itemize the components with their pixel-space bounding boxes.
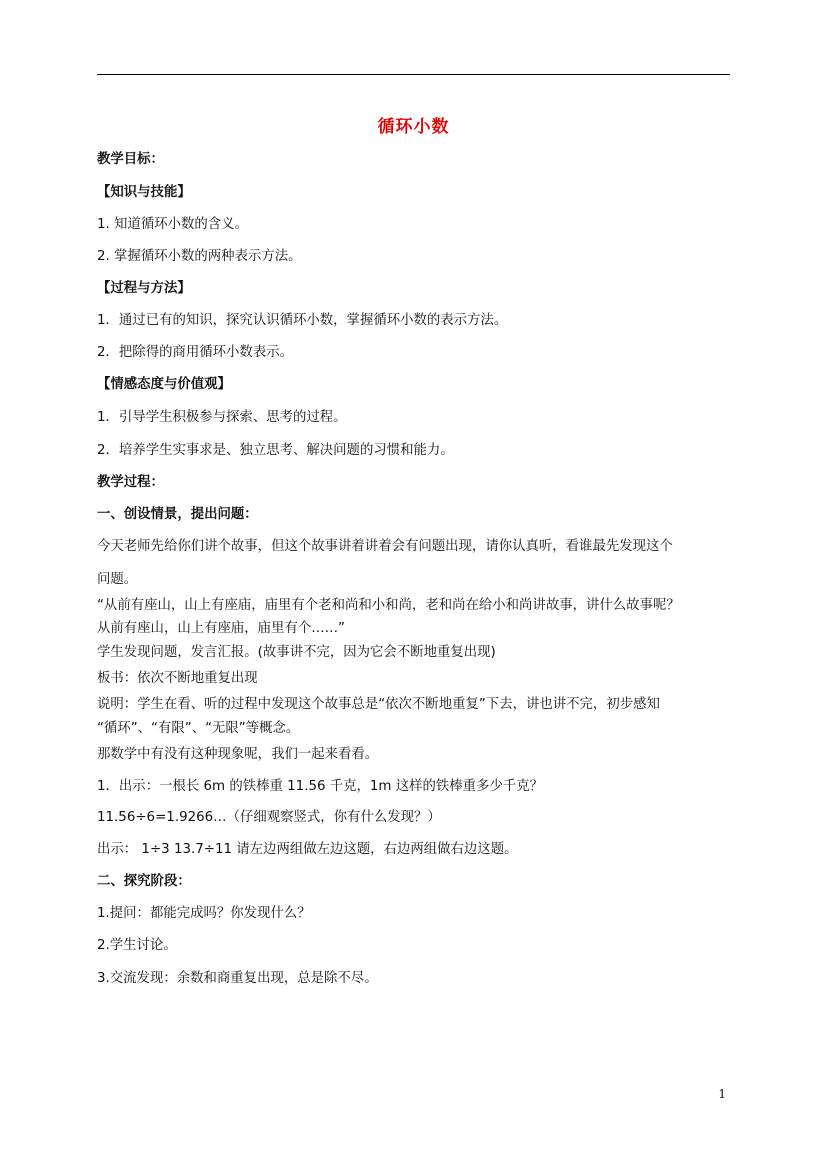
paragraph: 问题。 (97, 572, 138, 587)
heading-process-methods: 【过程与方法】 (97, 281, 191, 296)
paragraph: 1. 知道循环小数的含义。 (97, 217, 248, 232)
paragraph: 出示： 1÷3 13.7÷11 请左边两组做左边这题，右边两组做右边这题。 (97, 842, 518, 857)
header-rule (97, 74, 730, 75)
heading-knowledge-skills: 【知识与技能】 (97, 185, 191, 200)
paragraph: 今天老师先给你们讲个故事，但这个故事讲着讲着会有问题出现，请你认真听，看谁最先发现这个 (97, 539, 673, 554)
heading-attitude-values: 【情感态度与价值观】 (97, 377, 231, 392)
paragraph: 2.学生讨论。 (97, 938, 177, 953)
document-title: 循环小数 (377, 117, 450, 137)
paragraph: 2. 掌握循环小数的两种表示方法。 (97, 249, 302, 264)
heading-teaching-process: 教学过程： (97, 475, 164, 490)
paragraph: 1.提问：都能完成吗？你发现什么？ (97, 906, 311, 921)
paragraph: 1．引导学生积极参与探索、思考的过程。 (97, 410, 347, 425)
paragraph: 学生发现问题，发言汇报。(故事讲不完，因为它会不断地重复出现) (97, 645, 496, 660)
paragraph: 2．培养学生实事求是、独立思考、解决问题的习惯和能力。 (97, 443, 454, 458)
paragraph: 说明：学生在看、听的过程中发现这个故事总是“依次不断地重复”下去，讲也讲不完，初步感知 (97, 697, 660, 712)
paragraph: 1．出示：一根长 6m 的铁棒重 11.56 千克，1m 这样的铁棒重多少千克？ (97, 779, 544, 794)
paragraph: 板书：依次不断地重复出现 (97, 671, 258, 686)
paragraph: 那数学中有没有这种现象呢，我们一起来看看。 (97, 747, 379, 762)
paragraph: “从前有座山，山上有座庙，庙里有个老和尚和小和尚，老和尚在给小和尚讲故事，讲什么故事呢？ (97, 598, 680, 613)
document-body (97, 151, 730, 988)
paragraph: 3.交流发现：余数和商重复出现，总是除不尽。 (97, 971, 378, 986)
heading-teaching-goals: 教学目标： (97, 152, 164, 167)
paragraph: 11.56÷6=1.9266…（仔细观察竖式，你有什么发现？） (97, 810, 441, 825)
page-number: 1 (718, 1087, 726, 1101)
paragraph: 2．把除得的商用循环小数表示。 (97, 345, 293, 360)
heading-section-one: 一、创设情景，提出问题： (97, 507, 258, 522)
paragraph: “循环”、“有限”、“无限”等概念。 (97, 721, 300, 736)
heading-section-two: 二、探究阶段： (97, 874, 191, 889)
paragraph: 从前有座山，山上有座庙，庙里有个……” (97, 621, 345, 636)
paragraph: 1．通过已有的知识，探究认识循环小数，掌握循环小数的表示方法。 (97, 313, 508, 328)
